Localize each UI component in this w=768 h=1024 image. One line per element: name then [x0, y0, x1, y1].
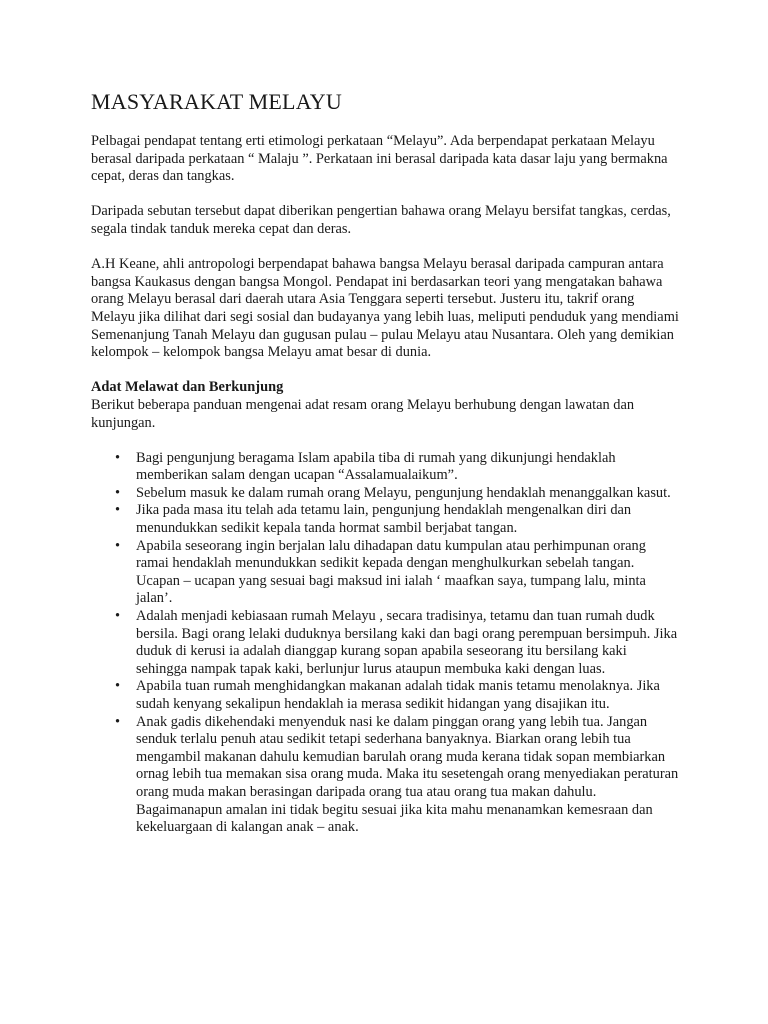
- list-item-text: Bagi pengunjung beragama Islam apabila tiba di rumah yang dikunjungi hendaklah memberikan salam dengan ucapan “Assalamualaikum”.: [136, 449, 616, 484]
- document-title: MASYARAKAT MELAYU: [91, 89, 342, 114]
- bullet-icon: •: [115, 537, 121, 554]
- list-item-text: Anak gadis dikehendaki menyenduk nasi ke dalam pinggan orang yang lebih tua. Jangan senduk terlalu penuh atau sedikit tetapi sederhana banyaknya. Biarkan orang lebih tua mengambil makanan dahulu kemudian barulah orang muda kerana tidak sopan membiarkan ornag lebih tua memakan sisa orang muda. Maka itu sesetengah orang menyediakan peraturan orang muda makan berasingan daripada orang tua atau orang tua makan dahulu. Bagaimanapun amalan ini tidak begitu sesuai jika kita mahu menanamkan kemesraan dan kekeluargaan di kalangan anak – anak.: [136, 713, 679, 836]
- list-item: [91, 538, 681, 608]
- section-heading: Adat Melawat dan Berkunjung: [91, 379, 284, 396]
- paragraph-definition: Daripada sebutan tersebut dapat diberikan pengertian bahawa orang Melayu bersifat tangkas, cerdas, segala tindak tanduk mereka cepat dan deras.: [91, 203, 671, 237]
- list-item: [91, 714, 681, 837]
- bullet-icon: •: [115, 449, 121, 466]
- paragraph-etymology: Pelbagai pendapat tentang erti etimologi perkataan “Melayu”. Ada berpendapat perkataan Melayu berasal daripada perkataan “ Malaju ”. Perkataan ini berasal daripada kata dasar laju yang bermakna cepat, deras dan tangkas.: [91, 133, 668, 185]
- bullet-icon: •: [115, 484, 121, 501]
- list-item-text: Apabila tuan rumah menghidangkan makanan adalah tidak manis tetamu menolaknya. Jika sudah kenyang sekalipun hendaklah ia merasa sedikit hidangan yang disajikan itu.: [136, 678, 660, 712]
- list-item: [91, 485, 681, 503]
- list-item-text: Apabila seseorang ingin berjalan lalu dihadapan datu kumpulan atau perhimpunan orang ramai hendaklah menundukkan sedikit kepada dengan menghulkurkan sebelah tangan. Ucapan – ucapan yang sesuai bagi maksud ini ialah ‘ maafkan saya, tumpang lalu, minta jalan’.: [136, 537, 646, 607]
- document-page: [91, 88, 681, 837]
- list-item: [91, 450, 681, 485]
- section-intro: Berikut beberapa panduan mengenai adat resam orang Melayu berhubung dengan lawatan dan kunjungan.: [91, 396, 635, 431]
- guideline-list: [91, 450, 681, 837]
- list-item: [91, 678, 681, 713]
- bullet-icon: •: [115, 608, 121, 625]
- list-item: [91, 608, 681, 678]
- bullet-icon: •: [115, 678, 121, 695]
- bullet-icon: •: [115, 713, 121, 730]
- list-item: [91, 502, 681, 537]
- paragraph-origin: A.H Keane, ahli antropologi berpendapat bahawa bangsa Melayu berasal daripada campuran antara bangsa Kaukasus dengan bangsa Mongol. Pendapat ini berdasarkan teori yang mengatakan bahawa orang Melayu berasal dari daerah utara Asia Tenggara seperti tersebut. Justeru itu, takrif orang Melayu jika dilihat dari segi sosial dan budayanya yang lebih luas, meliputi penduduk yang mendiami Semenanjung Tanah Melayu dan gugusan pulau – pulau Melayu atau Nusantara. Oleh yang demikian kelompok – kelompok bangsa Melayu amat besar di dunia.: [91, 256, 679, 361]
- list-item-text: Adalah menjadi kebiasaan rumah Melayu , secara tradisinya, tetamu dan tuan rumah dudk bersila. Bagi orang lelaki duduknya bersilang kaki dan bagi orang perempuan bersimpuh. Jika duduk di kerusi ia adalah dianggap kurang sopan apabila seseorang itu bersilang kaki sehingga nampak tapak kaki, berlunjur lurus ataupun membuka kaki dengan luas.: [136, 608, 678, 677]
- list-item-text: Sebelum masuk ke dalam rumah orang Melayu, pengunjung hendaklah menanggalkan kasut.: [136, 484, 671, 501]
- bullet-icon: •: [115, 502, 121, 519]
- list-item-text: Jika pada masa itu telah ada tetamu lain, pengunjung hendaklah mengenalkan diri dan menundukkan sedikit kepala tanda hormat sambil berjabat tangan.: [136, 502, 632, 537]
